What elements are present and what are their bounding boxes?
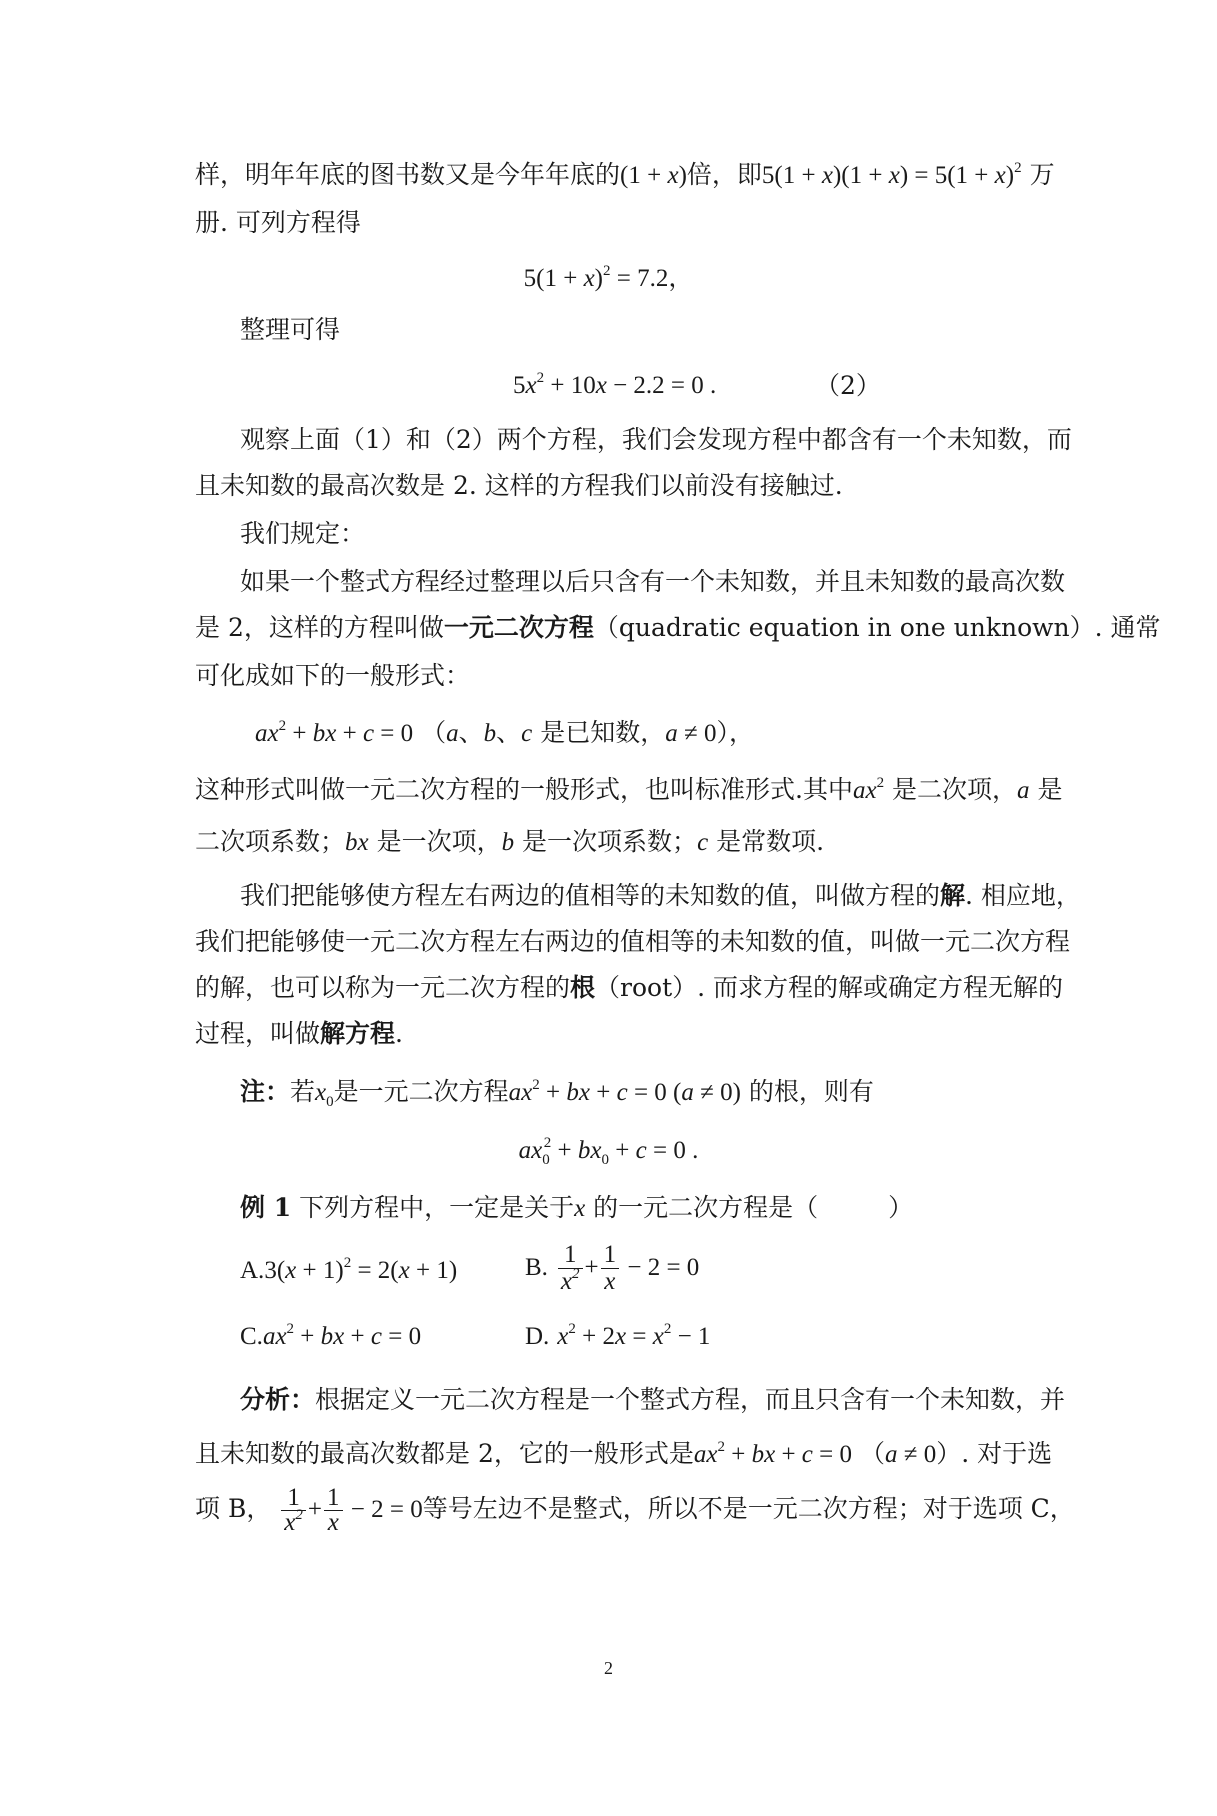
text-span: 且未知数的最高次数都是 2，它的一般形式是 bbox=[195, 1439, 694, 1468]
text-span: 是一元二次方程 bbox=[333, 1077, 509, 1106]
paragraph-line bbox=[195, 203, 1022, 243]
text-span: ）， bbox=[716, 718, 754, 747]
text-span: 的一元二次方程是（ bbox=[593, 1193, 819, 1222]
text-span: 是常数项. bbox=[716, 827, 825, 856]
math-expression: $5(1 + x)(1 + x) = 5(1 + x)^2$ bbox=[761, 160, 1022, 189]
option-c: $C.ax^2$ + bx + c = 0 bbox=[240, 1321, 422, 1350]
analysis-line bbox=[195, 1380, 1066, 1420]
text-span: 项 B， bbox=[195, 1494, 272, 1523]
paragraph-line bbox=[195, 514, 1022, 554]
text-span: 是 2，这样的方程叫做 bbox=[195, 613, 444, 642]
text-span: 是二次项， bbox=[892, 775, 1018, 804]
paragraph-line bbox=[195, 922, 1071, 962]
definition-line bbox=[195, 608, 1161, 648]
text-span: 我们规定： bbox=[240, 519, 366, 548]
text-span: 是一次项， bbox=[376, 827, 502, 856]
text-span: ）. 对于选 bbox=[936, 1439, 1053, 1468]
example-prompt: 例 1 下列方程中，一定是关于x 的一元二次方程是（ ） bbox=[240, 1193, 914, 1222]
text-span: 观察上面（1）和（2）两个方程，我们会发现方程中都含有一个未知数，而 bbox=[240, 425, 1072, 454]
paragraph-line bbox=[195, 1014, 1022, 1054]
text-span: 下列方程中，一定是关于 bbox=[299, 1193, 575, 1222]
analysis-line: 且未知数的最高次数都是 2，它的一般形式是$ax^2$ + bx + c = 0 （a ≠ 0）. 对于选 bbox=[195, 1439, 1053, 1468]
text-span: 整理可得 bbox=[240, 315, 341, 344]
option-row bbox=[195, 1242, 1022, 1302]
paragraph-line bbox=[195, 466, 1022, 506]
text-span: 的解，也可以称为一元二次方程的 bbox=[195, 973, 571, 1002]
paragraph-line bbox=[195, 420, 1072, 460]
bold-term: 解方程 bbox=[320, 1019, 396, 1048]
equation-display: $5(1 + x)^2 = 7.2$， bbox=[523, 263, 694, 292]
paragraph-line bbox=[195, 968, 1064, 1008]
text-span: . bbox=[395, 1019, 403, 1048]
text-span: 我们把能够使方程左右两边的值相等的未知数的值，叫做方程的 bbox=[240, 881, 941, 910]
general-form-equation: $ax^2$ + bx + c = 0 （a、b、c 是已知数，a ≠ 0）， bbox=[255, 718, 754, 747]
text-span: （ bbox=[859, 1439, 885, 1468]
document-page: 样，明年年底的图书数又是今年年底的(1 + x)倍，即$5(1 + x)(1 + x) = 5(1 + x)^2$ 万 册. 可列方程得 $5(1 + x)^2 = 7.2$， 整理可得 $5x^2 + 10x - 2.2 = 0$ . （2） 观察上面（1）和（2）两个方程，我们会发现方程中都含有一个未知数，而 且未知数的最高次数是 2. 这样的方程我们以前没有接触过. 我们规定： 如果一个整式方程经过整理以后只含有一个未知数，并且未知数的最高次数 是 2，这样的方程叫做一元二次方程（quadratic equation in one unknown）. 通常 可化成如下的一般形式： $ax^2$ + bx + c = 0 （a、b、c 是已知数，a ≠ 0）， 这种形式叫做一元二次方程的一般形式，也叫标准形式.其中$ax^2$ 是二次项，a 是 二次项系数；bx 是一次项，b 是一次项系数；c 是常数项. 我们把能够使方程左右两边的值相等的未知数的值，叫做方程的解. 相应地， 我们把能够使一元二次方程左右两边的值相等的未知数的值，叫做一元二次方程 的解，也可以称为一元二次方程的根（root）. 而求方程的解或确定方程无解的 过程，叫做解方程. 注：若$x_0$是一元二次方程$ax^2$ + bx + c = 0 (a ≠ 0) 的根，则有 $ax_0^2 + bx_0 + c = 0$ . 例 1 下列方程中，一定是关于x 的一元二次方程是（ ） $A.3(x + 1)^2 = 2(x + 1)$ B. $\frac{1}{x^2}$ + $\frac{1}{x}$ − 2 = 0 $C.ax^2$ + bx + c = 0 D. $x^2 + 2x = x^2 - 1$ 分析：根据定义一元二次方程是一个整式方程，而且只含有一个未知数，并 且未知数的最高次数都是 2，它的一般形式是$ax^2$ + bx + c = 0 （a ≠ 0）. 对于选 项 B， $\frac{1}{x^2}$ + $\frac{1}{x}$ − 2 = 0等号左边不是整式，所以不是一元二次方程；对于选项 C， 2 bbox=[0, 0, 1217, 1816]
option-d: D. $x^2 + 2x = x^2 - 1$ bbox=[525, 1321, 711, 1350]
option-label: D. bbox=[525, 1323, 550, 1350]
page-number: 2 bbox=[604, 1658, 613, 1678]
definition-line bbox=[195, 562, 1066, 602]
text-span: 等号左边不是整式，所以不是一元二次方程；对于选项 C， bbox=[422, 1494, 1075, 1523]
math-expression: (1 + x) bbox=[620, 162, 687, 189]
text-span: 若 bbox=[290, 1077, 316, 1106]
option-b: B. $\frac{1}{x^2}$ + $\frac{1}{x}$ − 2 = 0 bbox=[525, 1241, 700, 1295]
text-span: 是已知数， bbox=[532, 718, 666, 747]
text-span: ） bbox=[888, 1193, 914, 1222]
text-span: （ bbox=[421, 718, 447, 747]
text-span: 册. 可列方程得 bbox=[195, 208, 361, 237]
text-span: 是 bbox=[1037, 775, 1063, 804]
text-span: 我们把能够使一元二次方程左右两边的值相等的未知数的值，叫做一元二次方程 bbox=[195, 927, 1071, 956]
option-label: B. bbox=[525, 1254, 548, 1281]
example-label: 例 1 bbox=[240, 1193, 292, 1222]
text-span: 根据定义一元二次方程是一个整式方程，而且只含有一个未知数，并 bbox=[315, 1385, 1066, 1414]
note-label: 注： bbox=[240, 1077, 291, 1106]
text-span: 的根，则有 bbox=[748, 1077, 874, 1106]
text-span: 这种形式叫做一元二次方程的一般形式，也叫标准形式.其中 bbox=[195, 775, 853, 804]
bold-term: 根 bbox=[570, 973, 596, 1002]
text-span: 万 bbox=[1029, 160, 1055, 189]
text-span: 且未知数的最高次数是 2. 这样的方程我们以前没有接触过. bbox=[195, 471, 843, 500]
paragraph-line bbox=[195, 876, 1081, 916]
definition-line bbox=[195, 656, 1022, 696]
text-span: 、 bbox=[496, 718, 522, 747]
text-span: 样，明年年底的图书数又是今年年底的 bbox=[195, 160, 621, 189]
analysis-label: 分析： bbox=[240, 1385, 316, 1414]
paragraph-line: 二次项系数；bx 是一次项，b 是一次项系数；c 是常数项. bbox=[195, 827, 825, 856]
note-line: 注：若$x_0$是一元二次方程$ax^2$ + bx + c = 0 (a ≠ 0) 的根，则有 bbox=[240, 1077, 874, 1110]
equation-display: $ax_0^2 + bx_0 + c = 0$ . bbox=[518, 1135, 699, 1168]
bold-term: 一元二次方程 bbox=[443, 613, 594, 642]
text-span: 二次项系数； bbox=[195, 827, 346, 856]
text-span: 是一次项系数； bbox=[522, 827, 698, 856]
text-span: （quadratic equation in one unknown）. 通常 bbox=[593, 613, 1161, 642]
text-span: 如果一个整式方程经过整理以后只含有一个未知数，并且未知数的最高次数 bbox=[240, 567, 1066, 596]
text-span: 可化成如下的一般形式： bbox=[195, 661, 471, 690]
bold-term: 解 bbox=[940, 881, 966, 910]
analysis-line: 项 B， $\frac{1}{x^2}$ + $\frac{1}{x}$ − 2 = 0等号左边不是整式，所以不是一元二次方程；对于选项 C， bbox=[195, 1484, 1075, 1536]
text-span: 、 bbox=[458, 718, 484, 747]
text-span: 过程，叫做 bbox=[195, 1019, 321, 1048]
option-label: A. bbox=[240, 1257, 265, 1284]
text-span: . 相应地， bbox=[965, 881, 1081, 910]
paragraph-line: 这种形式叫做一元二次方程的一般形式，也叫标准形式.其中$ax^2$ 是二次项，a 是 bbox=[195, 775, 1063, 804]
paragraph-line bbox=[195, 310, 1022, 350]
text-span: 倍，即 bbox=[686, 160, 762, 189]
option-label: C. bbox=[240, 1323, 263, 1350]
text-span: = 7.2， bbox=[610, 265, 694, 292]
option-a: $A.3(x + 1)^2 = 2(x + 1)$ bbox=[240, 1255, 458, 1284]
text-span: （root）. 而求方程的解或确定方程无解的 bbox=[595, 973, 1064, 1002]
equation-number: （2） bbox=[815, 371, 881, 400]
paragraph-line bbox=[195, 155, 1055, 196]
